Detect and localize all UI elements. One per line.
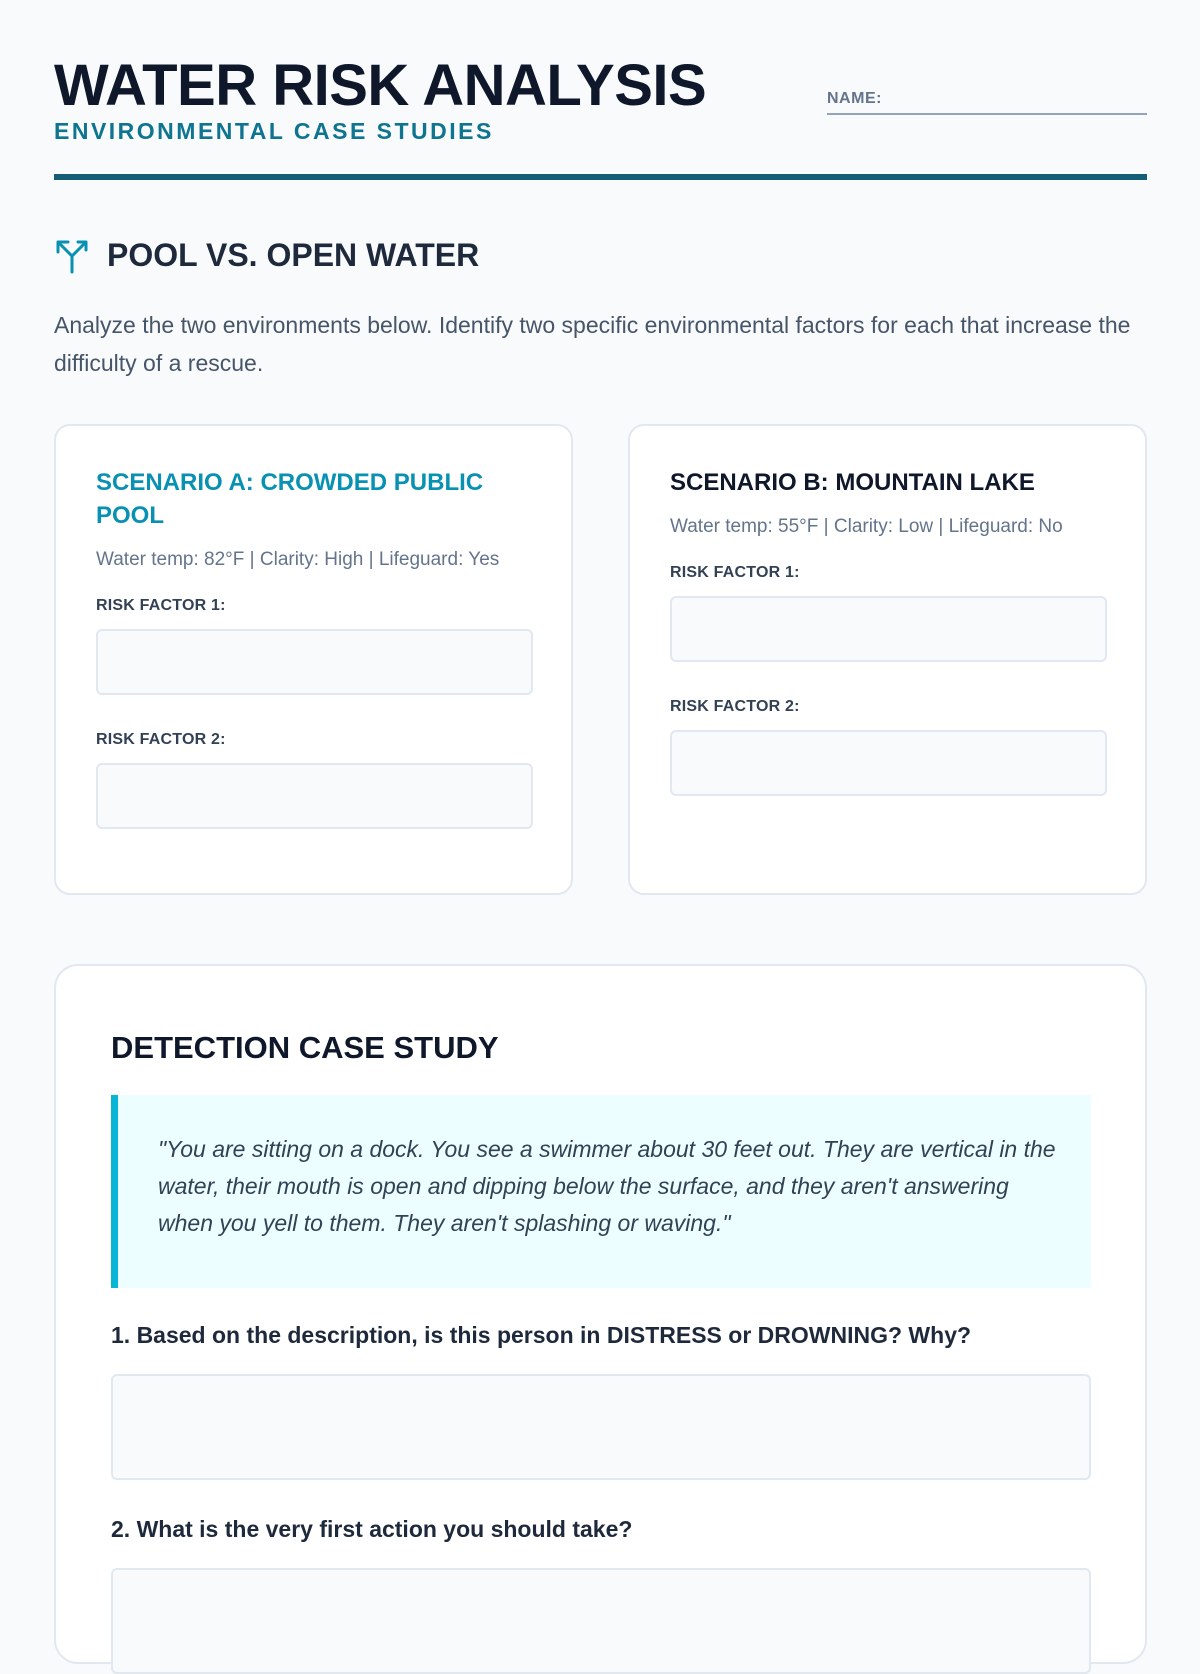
name-field[interactable] xyxy=(827,88,1147,115)
scenario-meta: Water temp: 55°F | Clarity: Low | Lifeguard: No xyxy=(670,516,1063,537)
case-study-title: DETECTION CASE STUDY xyxy=(111,1030,499,1065)
risk-factor-1-input[interactable] xyxy=(96,629,533,695)
page-title: WATER RISK ANALYSIS xyxy=(54,53,707,118)
split-arrows-icon xyxy=(54,238,90,274)
risk-factor-label: RISK FACTOR 2: xyxy=(670,698,800,715)
case-study-card xyxy=(54,964,1147,1664)
risk-factor-label: RISK FACTOR 1: xyxy=(670,564,800,581)
risk-factor-label: RISK FACTOR 1: xyxy=(96,597,226,614)
risk-factor-2-input[interactable] xyxy=(96,763,533,829)
question-2: 2. What is the very first action you should take? xyxy=(111,1516,633,1542)
section-intro: Analyze the two environments below. Identify two specific environmental factors for each that increase the difficulty of a rescue. xyxy=(54,312,1131,376)
answer-1-input[interactable] xyxy=(111,1374,1091,1480)
quote-text: "You are sitting on a dock. You see a swimmer about 30 feet out. They are vertical in the water, their mouth is open and dipping below the surface, and they aren't answering when you yell to them. They aren't splashing or waving." xyxy=(158,1136,1056,1236)
scenario-title: SCENARIO A: CROWDED PUBLIC POOL xyxy=(96,469,484,529)
case-study-quote xyxy=(111,1095,1091,1288)
section-title: POOL VS. OPEN WATER xyxy=(107,237,480,273)
risk-factor-label: RISK FACTOR 2: xyxy=(96,731,226,748)
scenario-meta: Water temp: 82°F | Clarity: High | Lifeguard: Yes xyxy=(96,549,500,570)
header xyxy=(54,53,1147,182)
scenario-card-a xyxy=(54,424,573,895)
scenario-title: SCENARIO B: MOUNTAIN LAKE xyxy=(670,469,1035,496)
scenario-card-b xyxy=(628,424,1147,895)
answer-2-input[interactable] xyxy=(111,1568,1091,1674)
risk-factor-1-input[interactable] xyxy=(670,596,1107,662)
question-1: 1. Based on the description, is this person in DISTRESS or DROWNING? Why? xyxy=(111,1322,972,1348)
risk-factor-2-input[interactable] xyxy=(670,730,1107,796)
section-heading xyxy=(54,234,854,276)
name-label: NAME: xyxy=(827,90,882,107)
header-divider xyxy=(54,174,1147,180)
page-subtitle: ENVIRONMENTAL CASE STUDIES xyxy=(54,118,494,144)
